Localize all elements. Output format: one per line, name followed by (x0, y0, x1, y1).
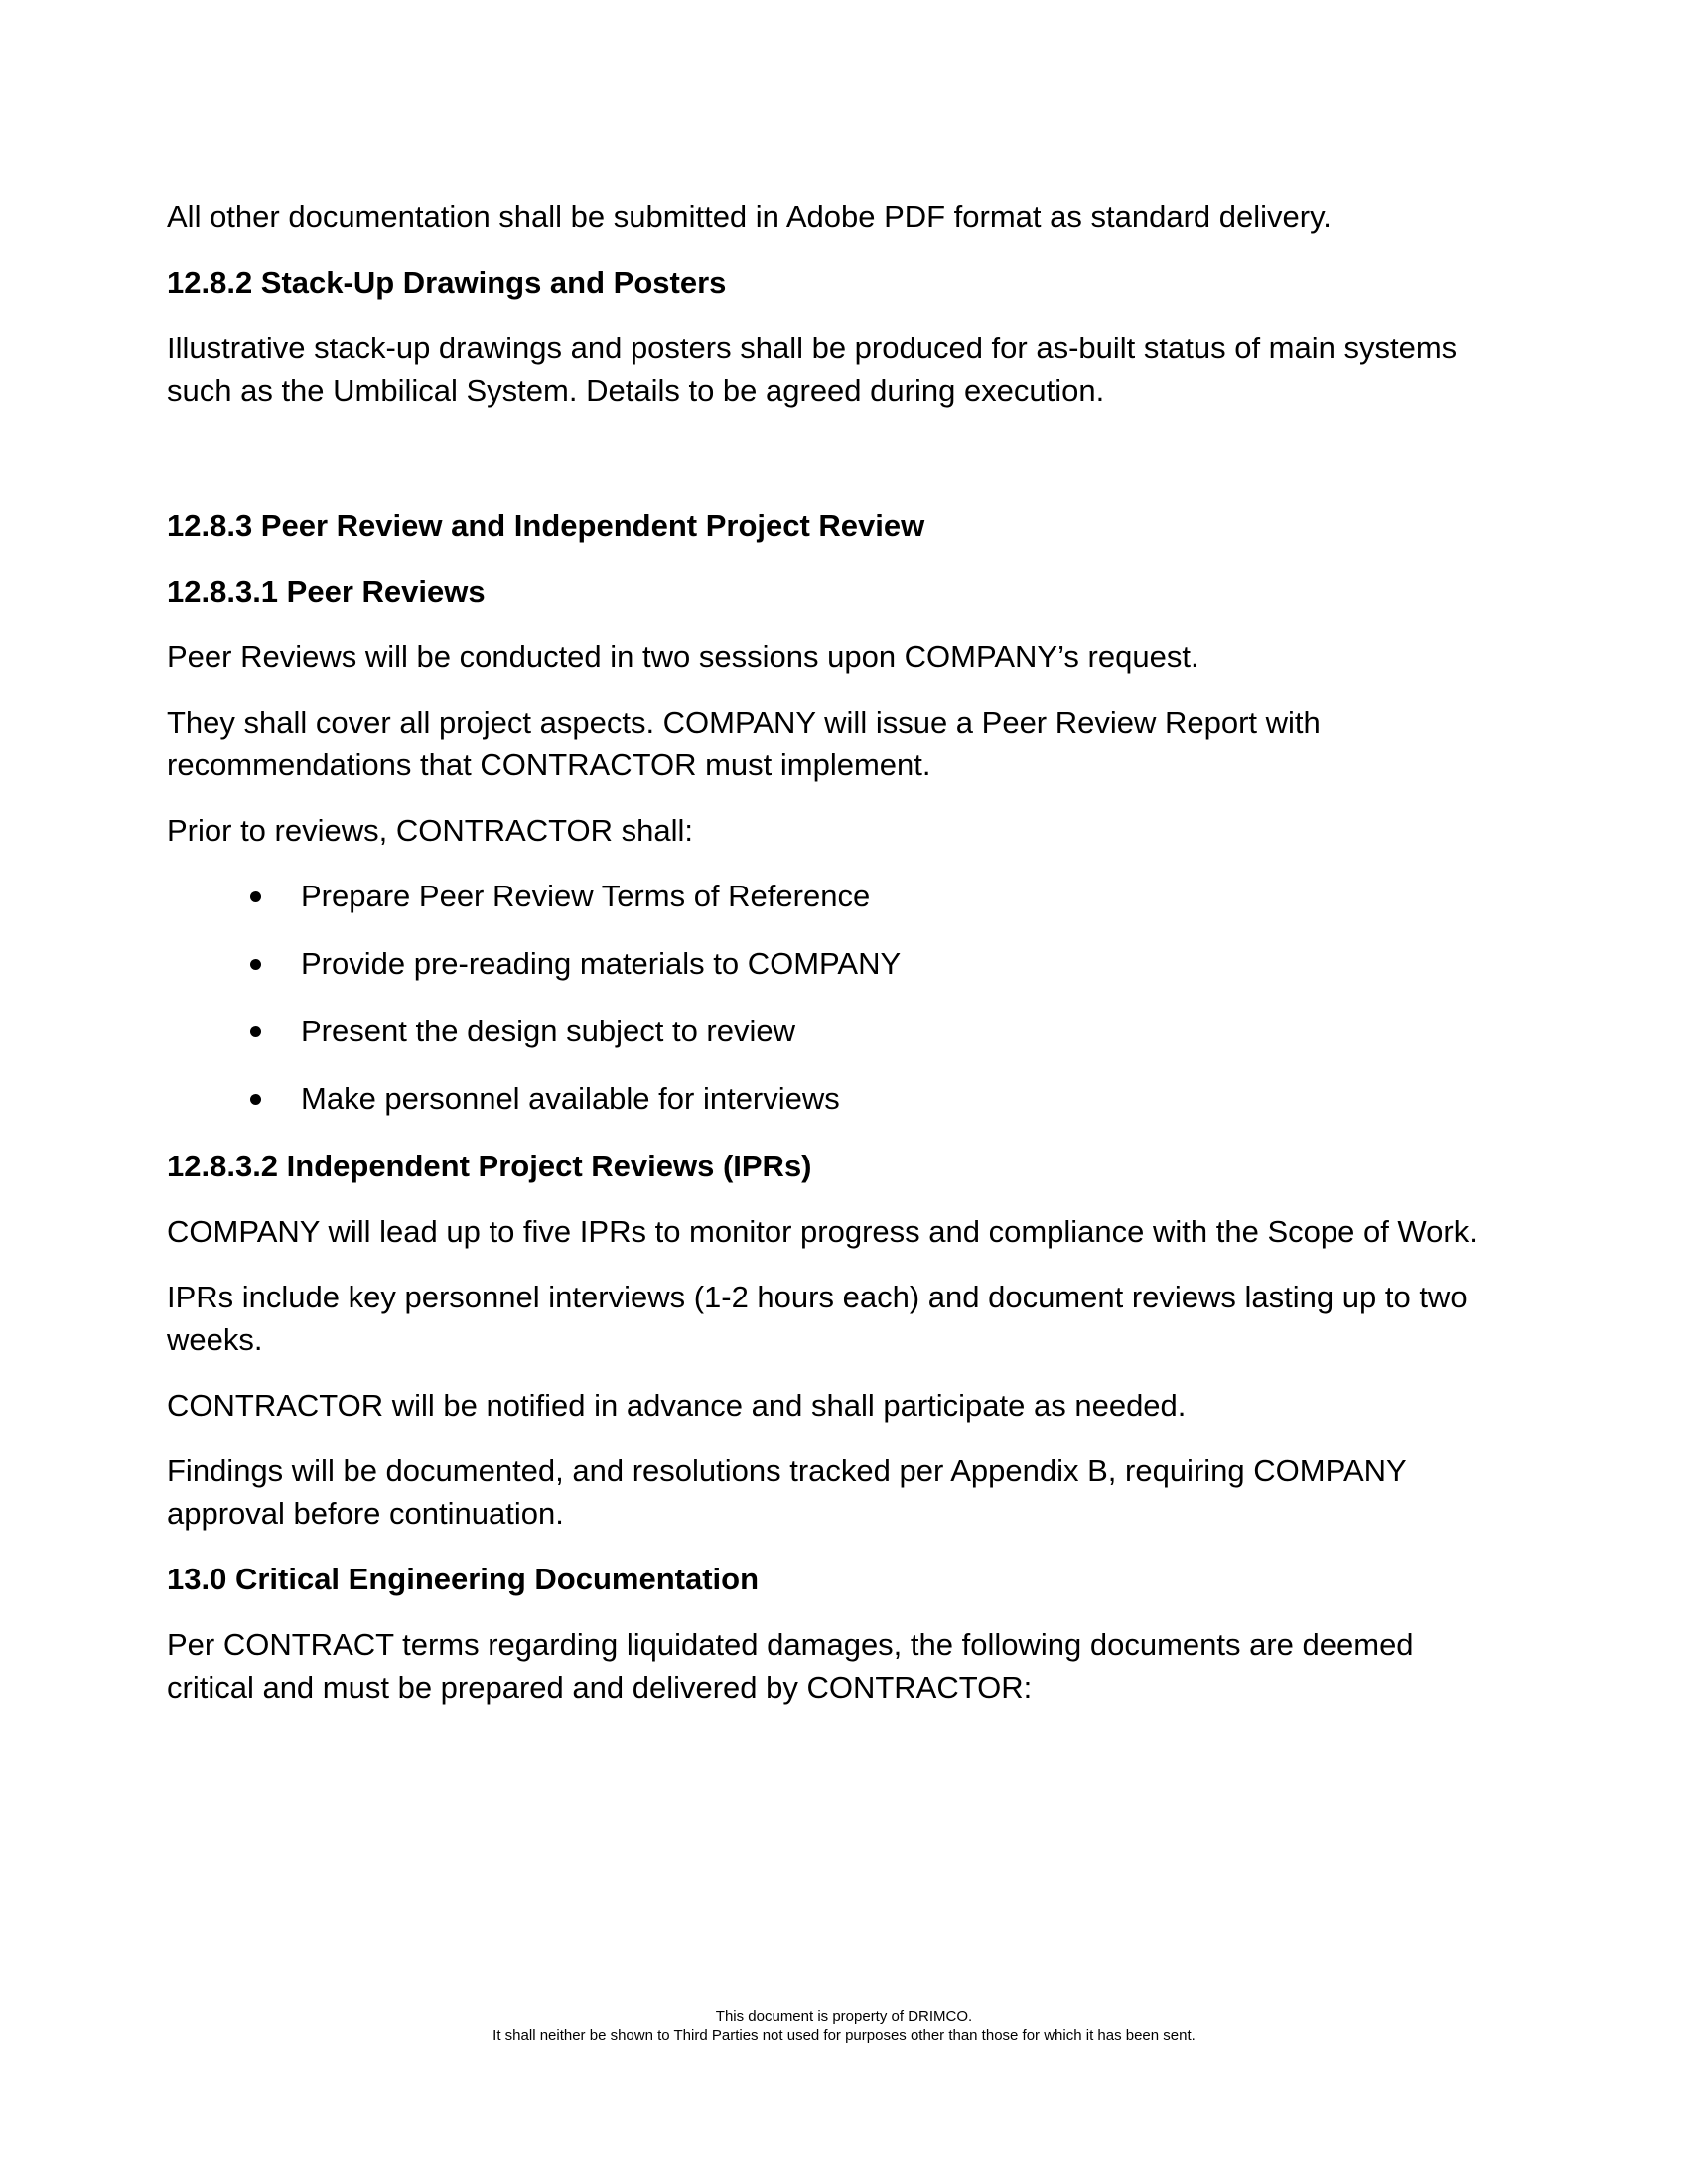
heading-13-0-critical-documentation: 13.0 Critical Engineering Documentation (167, 1562, 760, 1596)
paragraph-findings-tracked: Findings will be documented, and resolutions tracked per Appendix B, requiring COMPANY approval before continuation. (167, 1453, 1407, 1531)
heading-12-8-3-1-peer-reviews: 12.8.3.1 Peer Reviews (167, 574, 486, 609)
list-item (167, 942, 1487, 985)
document-body (167, 196, 1487, 1731)
paragraph-pdf-format: All other documentation shall be submitted in Adobe PDF format as standard delivery. (167, 200, 1332, 234)
bullet-icon (250, 891, 261, 902)
paragraph-ipr-lead: COMPANY will lead up to five IPRs to monitor progress and compliance with the Scope of Work. (167, 1214, 1477, 1249)
paragraph-ipr-interviews: IPRs include key personnel interviews (1-2 hours each) and document reviews lasting up to two weeks. (167, 1280, 1468, 1357)
paragraph-prior-to-reviews: Prior to reviews, CONTRACTOR shall: (167, 813, 693, 848)
heading-12-8-3-peer-review: 12.8.3 Peer Review and Independent Project Review (167, 508, 925, 543)
footer-disclaimer-line: It shall neither be shown to Third Parties not used for purposes other than those for which it has been sent. (492, 2027, 1196, 2044)
footer-property-line: This document is property of DRIMCO. (715, 2008, 973, 2025)
paragraph-contractor-notified: CONTRACTOR will be notified in advance and shall participate as needed. (167, 1388, 1187, 1423)
list-item-text: Make personnel available for interviews (301, 1081, 840, 1116)
page-footer (0, 2007, 1688, 2045)
heading-12-8-3-2-iprs: 12.8.3.2 Independent Project Reviews (IPRs) (167, 1149, 812, 1183)
heading-12-8-2-stack-up: 12.8.2 Stack-Up Drawings and Posters (167, 265, 727, 300)
list-item (167, 875, 1487, 917)
bullet-icon (250, 1026, 261, 1037)
list-item (167, 1010, 1487, 1052)
bullet-icon (250, 959, 261, 970)
paragraph-critical-docs: Per CONTRACT terms regarding liquidated damages, the following documents are deemed critical and must be prepared and delivered by CONTRACTOR: (167, 1627, 1414, 1705)
paragraph-peer-sessions: Peer Reviews will be conducted in two sessions upon COMPANY’s request. (167, 639, 1199, 674)
list-item-text: Present the design subject to review (301, 1014, 795, 1048)
contractor-tasks-list (167, 875, 1487, 1120)
list-item (167, 1077, 1487, 1120)
bullet-icon (250, 1094, 261, 1105)
paragraph-stack-up-drawings: Illustrative stack-up drawings and posters shall be produced for as-built status of main systems such as the Umbilical System. Details to be agreed during execution. (167, 331, 1458, 408)
paragraph-peer-report: They shall cover all project aspects. COMPANY will issue a Peer Review Report with recommendations that CONTRACTOR must implement. (167, 705, 1321, 782)
blank-line-spacer (167, 435, 1487, 504)
list-item-text: Prepare Peer Review Terms of Reference (301, 879, 871, 913)
list-item-text: Provide pre-reading materials to COMPANY (301, 946, 902, 981)
